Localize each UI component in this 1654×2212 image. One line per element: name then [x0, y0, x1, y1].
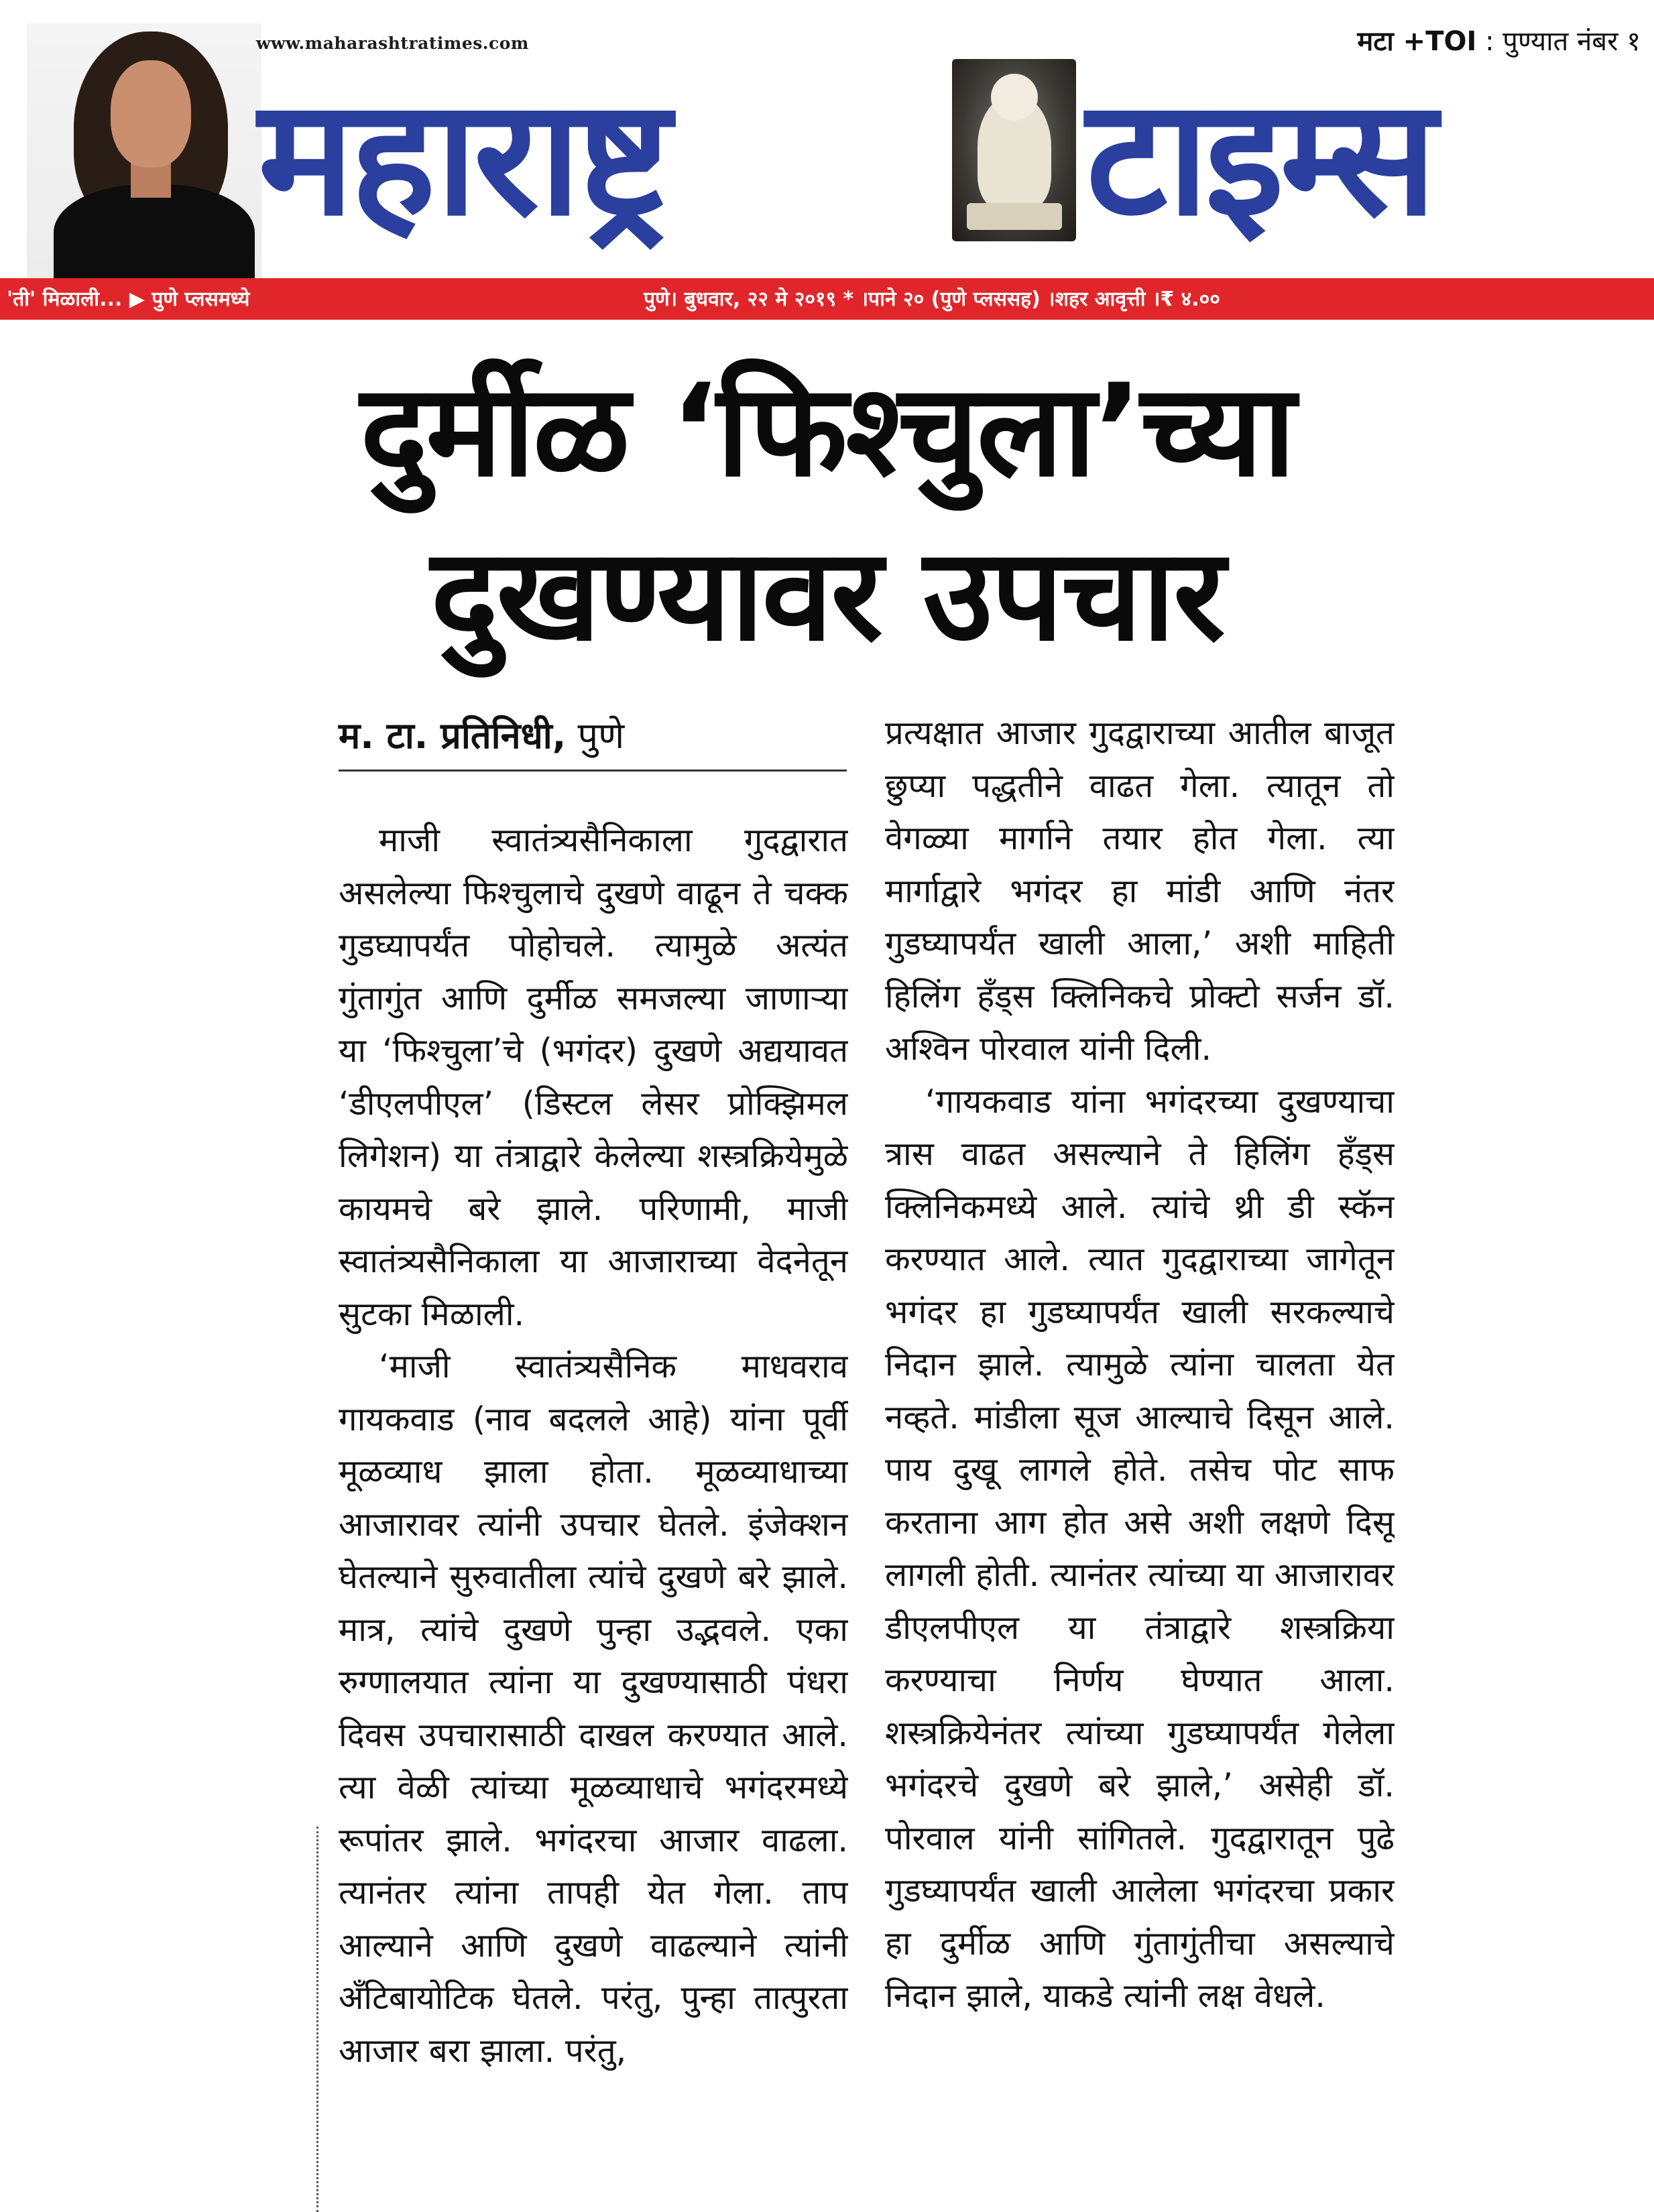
- byline-place: पुणे: [566, 715, 625, 757]
- promo-photo: [27, 23, 261, 278]
- tagline-rest: : पुण्यात नंबर १: [1476, 26, 1641, 57]
- byline: [339, 709, 624, 759]
- article-paragraph: ‘गायकवाड यांना भगंदरच्या दुखण्याचा त्रास वाढत असल्याने ते हिलिंग हँड्स क्लिनिकमध्ये आले. त्यांचे थ्री डी स्कॅन करण्यात आले. त्यात गुदद्वाराच्या जागेतून भगंदर हा गुडघ्यापर्यंत खाली सरकल्याचे निदान झाले. त्यामुळे त्यांना चालता येत नव्हते. मांडीला सूज आल्याचे दिसून आले. पाय दुखू लागले होते. तसेच पोट साफ करताना आग होत असे अशी लक्षणे दिसू लागली होती. त्यानंतर त्यांच्या या आजारावर डीएलपीएल या तंत्राद्वारे शस्त्रक्रिया करण्याचा निर्णय घेण्यात आला. शस्त्रक्रियेनंतर त्यांच्या गुडघ्यापर्यंत गेलेला भगंदरचे दुखणे बरे झाले,’ असेही डॉ. पोरवाल यांनी सांगितले. गुदद्वारातून पुढे गुडघ्यापर्यंत खाली आलेला भगंदरचा प्रकार हा दुर्मीळ आणि गुंतागुंतीचा असल्याचे निदान झाले, याकडे त्यांनी लक्ष वेधले.: [885, 1082, 1395, 2015]
- ganesh-idol-image: [952, 59, 1076, 241]
- headline-line-1: दुर्मीळ ‘फिश्चुला’च्या: [360, 357, 1294, 505]
- promo-teaser: 'ती' मिळाली... ▶ पुणे प्लसमध्ये: [7, 288, 250, 311]
- masthead-title-right: टाइम्स: [1086, 64, 1433, 251]
- article-paragraph: ‘माजी स्वातंत्र्यसैनिक माधवराव गायकवाड (नाव बदलले आहे) यांना पूर्वी मूळव्याध झाला होता. मूळव्याधाच्या आजारावर त्यांनी उपचार घेतले. इंजेक्शन घेतल्याने सुरुवातीला त्यांचे दुखणे बरे झाले. मात्र, त्यांचे दुखणे पुन्हा उद्भवले. एका रुग्णालयात त्यांना या दुखण्यासाठी पंधरा दिवस उपचारासाठी दाखल करण्यात आले. त्या वेळी त्यांच्या मूळव्याधाचे भगंदरमध्ये रूपांतर झाले. भगंदरचा आजार वाढला. त्यानंतर त्यांना तापही येत गेला. ताप आल्याने आणि दुखणे वाढल्याने त्यांनी अँटिबायोटिक घेतले. परंतु, पुन्हा तात्पुरता आजार बरा झाला. परंतु,: [339, 1347, 848, 2070]
- column-divider: [316, 1827, 318, 2212]
- byline-divider: [339, 770, 847, 772]
- article-column-right: [885, 707, 1395, 2212]
- byline-reporter: म. टा. प्रतिनिधी,: [339, 715, 567, 757]
- tagline-brand: मटा +TOI: [1357, 26, 1477, 57]
- headline-line-2: दुखण्यावर उपचार: [430, 521, 1224, 669]
- masthead-title-left: महाराष्ट्र: [258, 64, 667, 251]
- article-paragraph: माजी स्वातंत्र्यसैनिकाला गुदद्वारात असलेल्या फिश्चुलाचे दुखणे वाढून ते चक्क गुडघ्यापर्यंत पोहोचले. त्यामुळे अत्यंत गुंतागुंत आणि दुर्मीळ समजल्या जाणाऱ्या या ‘फिश्चुला’चे (भगंदर) दुखणे अद्ययावत ‘डीएलपीएल’ (डिस्टल लेसर प्रोक्झिमल लिगेशन) या तंत्राद्वारे केलेल्या शस्त्रक्रियेमुळे कायमचे बरे झाले. परिणामी, माजी स्वातंत्र्यसैनिकाला या आजाराच्या वेदनेतून सुटका मिळाली.: [339, 821, 848, 1333]
- article-column-left: [339, 814, 848, 2212]
- edition-info: पुणे। बुधवार, २२ मे २०१९ * ।पाने २० (पुणे प्लससह) ।शहर आवृत्ती ।₹ ४.००: [644, 288, 1220, 311]
- article-paragraph: प्रत्यक्षात आजार गुदद्वाराच्या आतील बाजूत छुप्या पद्धतीने वाढत गेला. त्यातून तो वेगळ्या मार्गाने तयार होत गेला. त्या मार्गाद्वारे भगंदर हा मांडी आणि नंतर गुडघ्यापर्यंत खाली आला,’ अशी माहिती हिलिंग हँड्स क्लिनिकचे प्रोक्टो सर्जन डॉ. अश्विन पोरवाल यांनी दिली.: [885, 714, 1395, 1068]
- headline: [0, 349, 1654, 677]
- site-url: www.maharashtratimes.com: [256, 34, 529, 53]
